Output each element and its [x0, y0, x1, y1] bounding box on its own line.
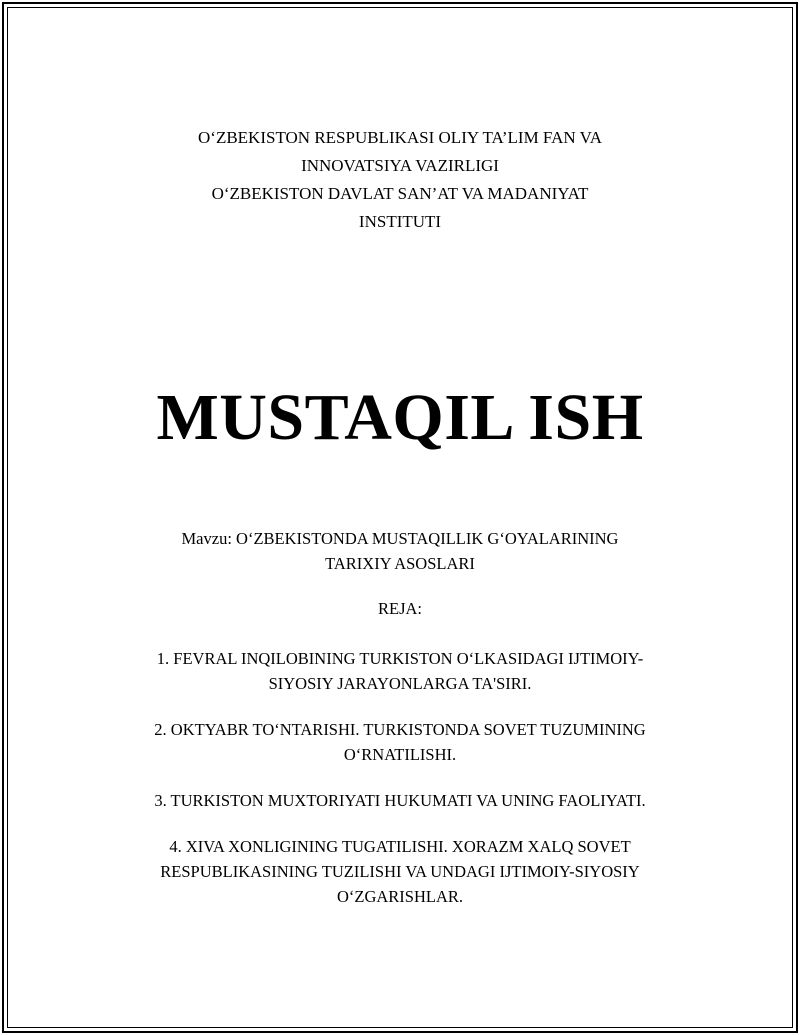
plan-item-line: 4. XIVA XONLIGINING TUGATILISHI. XORAZM XALQ SOVET: [169, 837, 631, 856]
document-title: MUSTAQIL ISH: [156, 381, 644, 454]
document-body: [100, 526, 700, 930]
header-line: INNOVATSIYA VAZIRLIGI: [301, 156, 499, 175]
plan-item: [100, 834, 700, 909]
plan-item: [100, 646, 700, 696]
plan-item-line: O‘ZGARISHLAR.: [336, 887, 464, 906]
plan-item-line: 2. OKTYABR TO‘NTARISHI. TURKISTONDA SOVET TUZUMINING: [154, 720, 646, 739]
plan-item-line: 1. FEVRAL INQILOBINING TURKISTON O‘LKASIDAGI IJTIMOIY-: [156, 649, 644, 668]
header-line: O‘ZBEKISTON DAVLAT SAN’AT VA MADANIYAT: [211, 184, 589, 203]
plan-item-line: SIYOSIY JARAYONLARGA TA'SIRI.: [268, 674, 532, 693]
plan-item: [100, 717, 700, 767]
plan-item-line: 3. TURKISTON MUXTORIYATI HUKUMATI VA UNING FAOLIYATI.: [154, 791, 646, 810]
plan-item-line: RESPUBLIKASINING TUZILISHI VA UNDAGI IJTIMOIY-SIYOSIY: [160, 862, 640, 881]
plan-item-line: O‘RNATILISHI.: [343, 745, 457, 764]
institution-header: [0, 124, 800, 236]
topic-line: TARIXIY ASOSLARI: [325, 554, 475, 573]
header-line: INSTITUTI: [358, 212, 442, 231]
plan-item: [100, 788, 700, 813]
plan-heading: REJA:: [377, 599, 422, 618]
header-line: O‘ZBEKISTON RESPUBLIKASI OLIY TA’LIM FAN VA: [198, 128, 602, 147]
topic-block: [100, 526, 700, 576]
topic-line: Mavzu: O‘ZBEKISTONDA MUSTAQILLIK G‘OYALARINING: [181, 529, 619, 548]
